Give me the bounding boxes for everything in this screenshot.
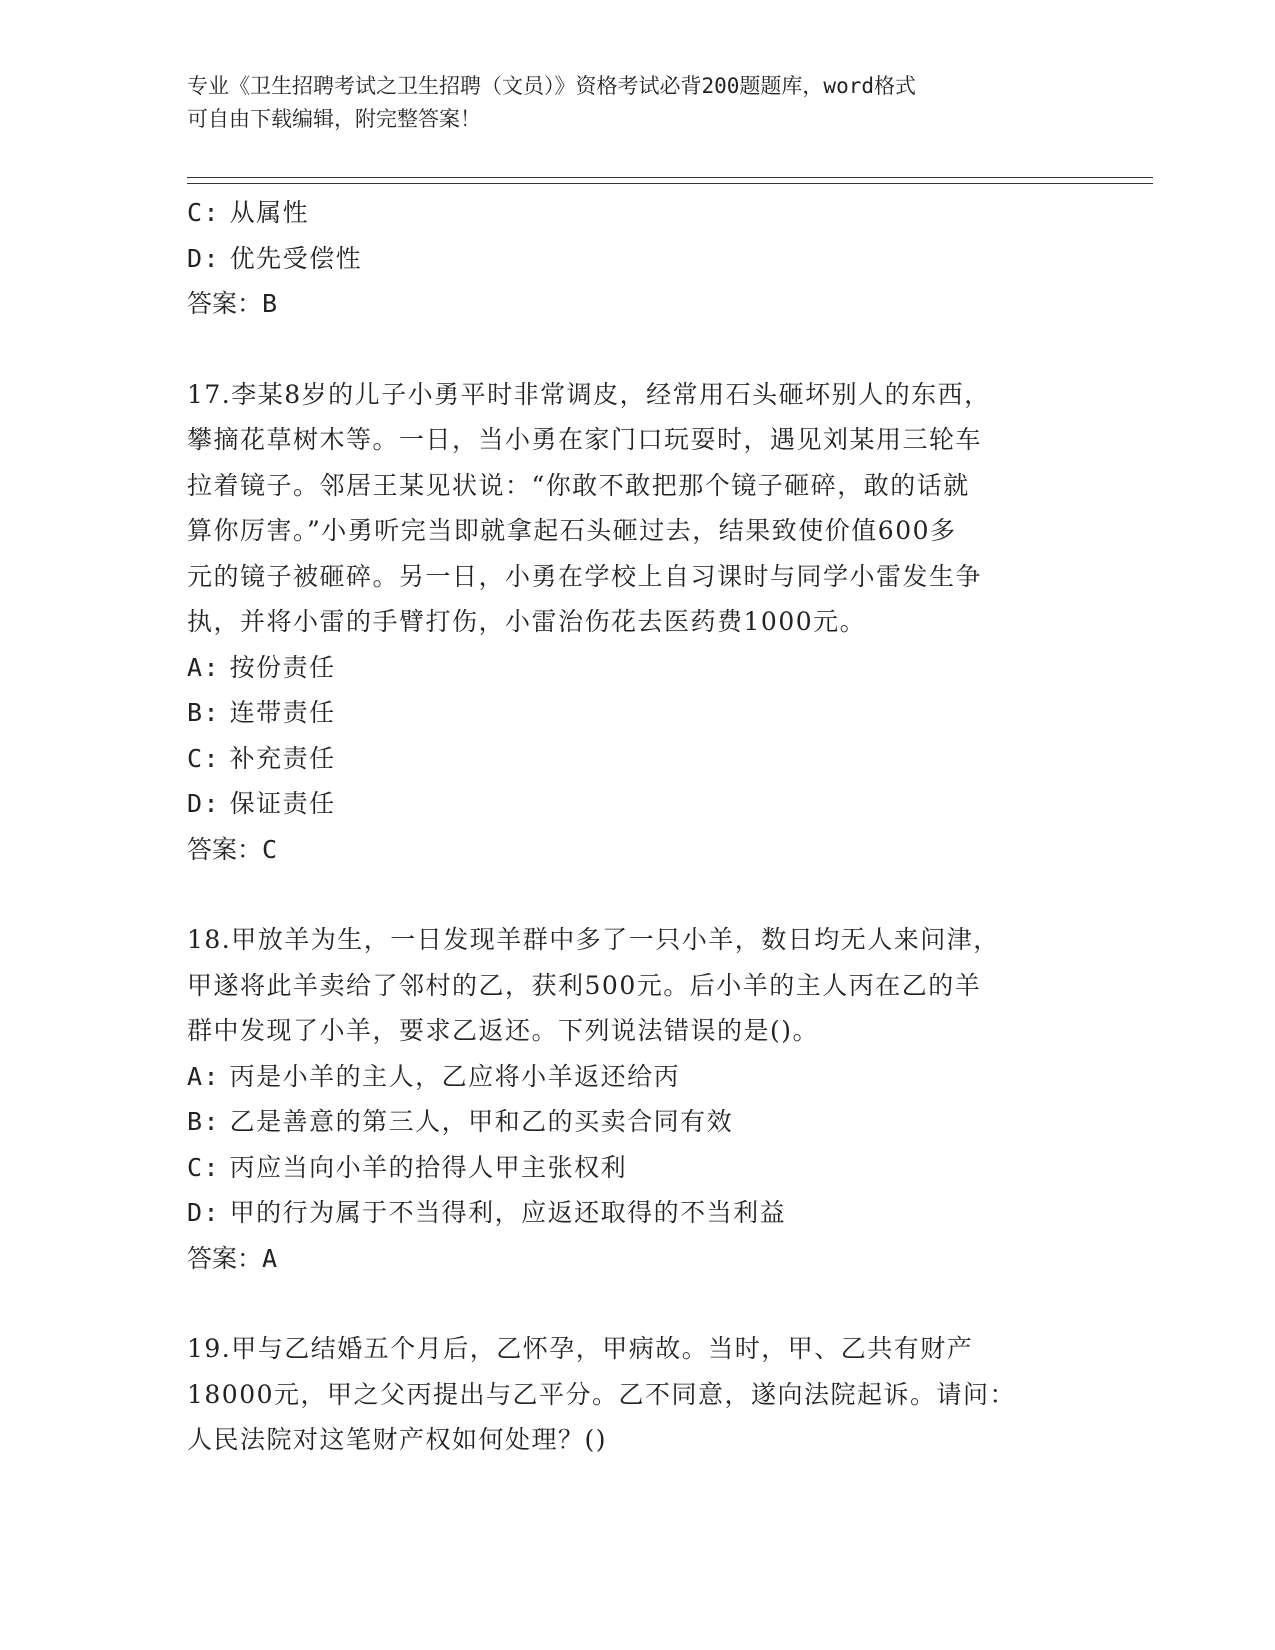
answer: 答案：A [187,1243,278,1273]
question-18-line-1: 18.甲放羊为生，一日发现羊群中多了一只小羊，数日均无人来问津， [187,925,1000,954]
option-d: D: 保证责任 [187,789,336,818]
question-17 [187,372,1087,873]
option-a: A: 按份责任 [187,652,336,682]
document-body [187,190,1087,1463]
header-rule-top [187,177,1153,178]
question-18-line-3: 群中发现了小羊，要求乙返还。下列说法错误的是()。 [187,1016,820,1045]
question-17-line-2: 攀摘花草树木等。一日，当小勇在家门口玩耍时，遇见刘某用三轮车 [187,425,983,454]
answer: 答案：C [187,834,278,864]
option-b: B: 连带责任 [187,698,336,727]
question-19-line-1: 19.甲与乙结婚五个月后，乙怀孕，甲病故。当时，甲、乙共有财产 [187,1334,974,1363]
question-18-line-2: 甲遂将此羊卖给了邻村的乙，获利500元。后小羊的主人丙在乙的羊 [187,970,982,1000]
question-19 [187,1326,1087,1463]
page-header [187,70,1067,136]
question-17-line-3: 拉着镜子。邻居王某见状说：“你敢不敢把那个镜子砸碎，敢的话就 [187,470,970,500]
question-17-line-6: 执，并将小雷的手臂打伤，小雷治伤花去医药费1000元。 [187,607,867,636]
option-c: C: 从属性 [187,198,310,227]
question-19-line-3: 人民法院对这笔财产权如何处理？() [187,1425,608,1454]
option-d: D: 甲的行为属于不当得利，应返还取得的不当利益 [187,1198,787,1227]
question-19-line-2: 18000元，甲之父丙提出与乙平分。乙不同意，遂向法院起诉。请问： [187,1379,1017,1409]
header-rule-bottom [187,183,1153,184]
option-c: C: 丙应当向小羊的拾得人甲主张权利 [187,1152,628,1182]
question-17-line-4: 算你厉害。”小勇听完当即就拿起石头砸过去，结果致使价值600多 [187,516,957,545]
header-line-1: 专业《卫生招聘考试之卫生招聘（文员）》资格考试必背200题题库，word格式 [187,74,916,98]
question-17-line-1: 17.李某8岁的儿子小勇平时非常调皮，经常用石头砸坏别人的东西， [187,379,991,409]
prev-question-tail [187,190,1087,327]
question-17-line-5: 元的镜子被砸碎。另一日，小勇在学校上自习课时与同学小雷发生争 [187,561,983,591]
option-c: C: 补充责任 [187,743,336,773]
option-a: A: 丙是小羊的主人，乙应将小羊返还给丙 [187,1061,681,1091]
answer: 答案：B [187,289,278,318]
option-d: D: 优先受偿性 [187,243,363,273]
question-18 [187,917,1087,1281]
option-b: B: 乙是善意的第三人，甲和乙的买卖合同有效 [187,1107,734,1136]
header-line-2: 可自由下载编辑，附完整答案！ [187,107,481,131]
